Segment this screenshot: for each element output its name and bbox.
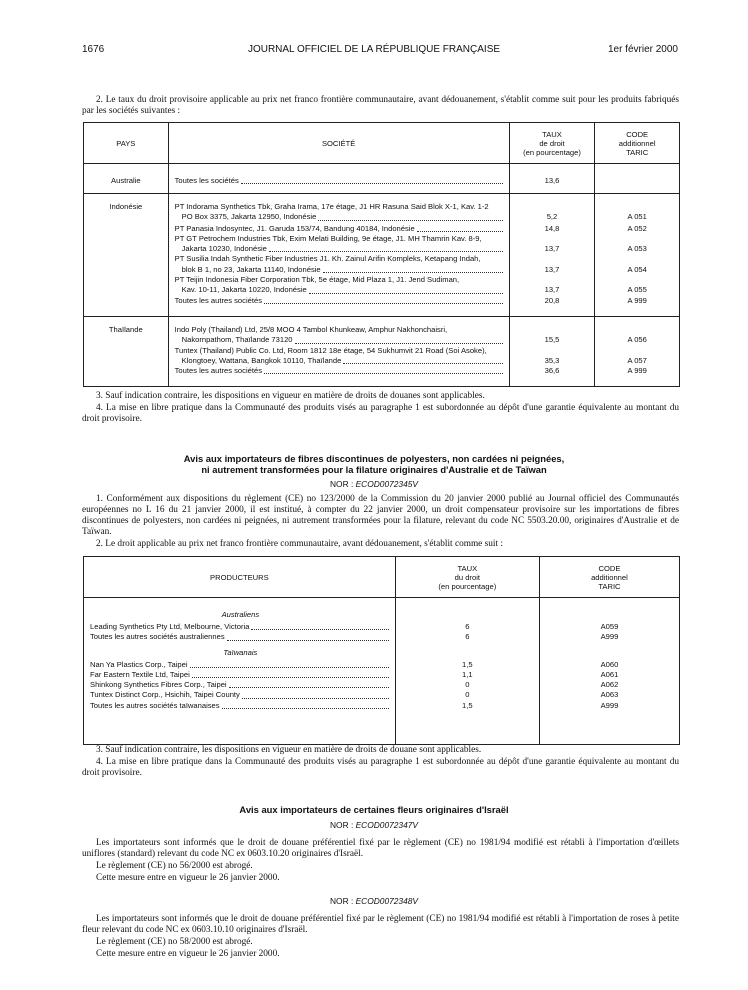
- sec1-paragraph-3: 3. Sauf indication contraire, les dispositions en vigueur en matière de droits de douanes sont applicables.: [96, 391, 485, 401]
- sec3-notice-2: Les importateurs sont informés que le droit de douane préférentiel fixé par le règlement (CE) no 1981/94 modifié est rétabli à l'importation de roses à petite fleur relevant du code NC ex 0603.10.10 originaires d'Israël.: [82, 914, 679, 935]
- company-name: Toutes les sociétés: [174, 176, 239, 185]
- taric-column: A059 A999 A060 A061 A062 A063 A999: [539, 598, 679, 745]
- sec3-nor-1: NOR : ECOD0072347V: [330, 820, 418, 830]
- producers-table: [83, 556, 680, 745]
- sec2-paragraph-3: 3. Sauf indication contraire, les dispositions en vigueur en matière de droits de douane sont applicables.: [96, 745, 482, 755]
- producer-row: Toutes les autres sociétés taïwanaises: [90, 701, 391, 711]
- duty-rate-table: [83, 122, 680, 387]
- sec2-paragraph-2: 2. Le droit applicable au prix net franco frontière communautaire, avant dédouanement, s'établit comme suit :: [96, 539, 503, 549]
- sec2-nor: NOR : ECOD0072345V: [330, 479, 418, 489]
- taric-column: A 051 A 052 A 053 A 054 A 055 A 999: [595, 194, 680, 317]
- producer-row: Far Eastern Textile Ltd, Taipei: [90, 670, 391, 680]
- company-row: Toutes les autres sociétés: [175, 366, 505, 376]
- col-header-code: CODE additionnel TARIC: [595, 123, 680, 164]
- sec3-notice-1: Les importateurs sont informés que le droit de douane préférentiel fixé par le règlement (CE) no 1981/94 modifié est rétabli à l'importation d'œillets uniflores (standard) relevant du code NC ex 0603.10.20 originaires d'Israël.: [82, 838, 679, 859]
- country-thailand: Thaïlande: [84, 317, 169, 387]
- sec3-notice-2-effective: Cette mesure entre en vigueur le 26 janvier 2000.: [96, 949, 280, 959]
- rate-column: 15,5 35,3 36,6: [509, 317, 595, 387]
- company-row: Indo Poly (Thailand) Ltd, 25/8 MOO 4 Tambol Khunkeaw, Amphur Nakhonchaisri, Nakornpathom, Thaïlande 73120: [175, 325, 505, 346]
- group-label-taiwanais: Taïwanais: [223, 647, 258, 657]
- country-indonesia: Indonésie: [84, 194, 169, 317]
- col-header-taux: TAUX de droit (en pourcentage): [509, 123, 595, 164]
- producer-row: Toutes les autres sociétés australiennes: [90, 632, 391, 642]
- producer-row: Shinkong Synthetics Fibres Corp., Taipei: [90, 680, 391, 690]
- taric-column: A 056 A 057 A 999: [595, 317, 680, 387]
- producer-row: Nan Ya Plastics Corp., Taipei: [90, 660, 391, 670]
- group-label-australiens: Australiens: [221, 610, 260, 619]
- page-number: 1676: [82, 44, 105, 55]
- sec3-nor-2: NOR : ECOD0072348V: [330, 896, 418, 906]
- sec2-title-line1: Avis aux importateurs de fibres discontinues de polyesters, non cardées ni peignées,: [183, 453, 565, 464]
- company-row: PT Susilia Indah Synthetic Fiber Industries J1. Kh. Zainul Arifin Kompleks, Ketapang Indah, blok B 1, no 23, Jakarta 11140, Indonésie: [175, 254, 505, 275]
- sec1-intro: 2. Le taux du droit provisoire applicable au prix net franco frontière communautaire, avant dédouanement, s'établit comme suit pour les produits fabriqués par les sociétés suivantes :: [82, 95, 679, 116]
- company-row: Toutes les autres sociétés: [175, 296, 505, 306]
- rate-column: 6 6 1,5 1,1 0 0 1,5: [395, 598, 539, 745]
- col-header-producteurs: PRODUCTEURS: [84, 557, 396, 598]
- col-header-taux: TAUX du droit (en pourcentage): [395, 557, 539, 598]
- sec2-paragraph-4: 4. La mise en libre pratique dans la Communauté des produits visés au paragraphe 1 est subordonnée au dépôt d'une garantie équivalente au montant du droit provisoire.: [82, 757, 679, 778]
- col-header-pays: PAYS: [84, 123, 169, 164]
- rate-value: 13,6: [509, 164, 595, 194]
- col-header-code: CODE additionnel TARIC: [539, 557, 679, 598]
- journal-title: JOURNAL OFFICIEL DE LA RÉPUBLIQUE FRANÇAISE: [247, 44, 501, 55]
- company-row: PT GT Petrochem Industries Tbk, Exim Melati Building, 9e étage, J1. MH Thamrin Kav. 8-9, Jakarta 10230, Indonésie: [175, 234, 505, 255]
- company-row: PT Panasia Indosyntec, J1. Garuda 153/74, Bandung 40184, Indonésie: [175, 224, 505, 234]
- company-row: PT Teijin Indonesia Fiber Corporation Tbk, 5e étage, Mid Plaza 1, J1. Jend Sudiman, Kav. 10-11, Jakarta 10220, Indonésie: [175, 275, 505, 296]
- sec2-paragraph-1: 1. Conformément aux dispositions du règlement (CE) no 123/2000 de la Commission du 20 janvier 2000 publié au Journal officiel des Communautés européennes no L 16 du 21 janvier 2000, il est institué, à compter du 22 janvier 2000, un droit compensateur provisoire sur les importations de fibres discontinues de polyesters, non cardées ni peignées, ni autrement transformées pour la filature, relevant du code NC 5503.20.00, originaires d'Australie et de Taïwan.: [82, 494, 679, 537]
- sec3-notice-2-repeal: Le règlement (CE) no 58/2000 est abrogé.: [96, 937, 253, 947]
- sec3-title: Avis aux importateurs de certaines fleurs originaires d'Israël: [239, 804, 509, 815]
- country-australia: Australie: [84, 164, 169, 194]
- sec3-notice-1-repeal: Le règlement (CE) no 56/2000 est abrogé.: [96, 861, 253, 871]
- producer-row: Tuntex Distinct Corp., Hsichih, Taipei County: [90, 690, 391, 700]
- col-header-societe: SOCIÉTÉ: [168, 123, 509, 164]
- sec3-notice-1-effective: Cette mesure entre en vigueur le 26 janvier 2000.: [96, 873, 280, 883]
- sec2-title-line2: ni autrement transformées pour la filature originaires d'Australie et de Taïwan: [201, 464, 547, 475]
- rate-column: 5,2 14,8 13,7 13,7 13,7 20,8: [509, 194, 595, 317]
- producer-row: Leading Synthetics Pty Ltd, Melbourne, Victoria: [90, 622, 391, 632]
- company-row: Tuntex (Thailand) Public Co. Ltd, Room 1812 18e étage, 54 Sukhumvit 21 Road (Soi Asoke), Klongtoey, Wattana, Bangkok 10110, Thaïlande: [175, 346, 505, 367]
- company-row: PT Indorama Synthetics Tbk, Graha Irama, 17e étage, J1 HR Rasuna Said Blok X-1, Kav. 1-2 PO Box 3375, Jakarta 12950, Indonésie: [175, 202, 505, 223]
- taric-code: [595, 164, 680, 194]
- issue-date: 1er février 2000: [607, 44, 678, 55]
- sec1-paragraph-4: 4. La mise en libre pratique dans la Communauté des produits visés au paragraphe 1 est subordonnée au dépôt d'une garantie équivalente au montant du droit provisoire.: [82, 403, 679, 424]
